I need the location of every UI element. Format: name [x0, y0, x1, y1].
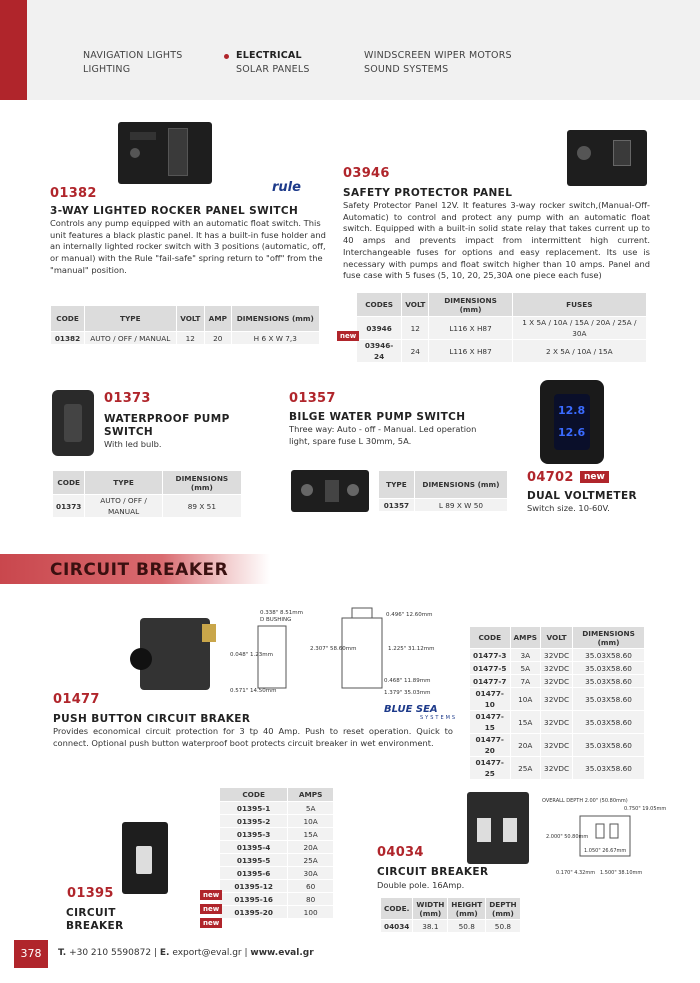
dimension-diagram-04034 [540, 794, 667, 880]
rocker-panel-image [118, 122, 212, 184]
product-code: 01477 [53, 692, 100, 707]
toggle-lever-icon [136, 846, 152, 874]
product-code: 01382 [50, 186, 97, 201]
table-row: 03946 12 L116 X H87 1 X 5A / 10A / 15A / 20A / 25A / 30A [357, 317, 647, 340]
new-badge: new [200, 904, 222, 914]
lever-outline [610, 824, 618, 838]
table-row: 04034 38.1 50.8 50.8 [381, 920, 521, 933]
dim-label: 0.496" 12.60mm [386, 612, 433, 618]
product-code: 04702 [527, 470, 574, 485]
table-row: 01477-5 5A 32VDC 35.03X58.60 [470, 662, 645, 675]
dual-voltmeter-image [540, 380, 604, 464]
label-plate-icon [130, 132, 156, 140]
product-code: 01357 [289, 391, 336, 406]
table-row: 01395-12 60 [220, 880, 334, 893]
table-row: 01395-4 20A [220, 841, 334, 854]
nav-item-electrical[interactable]: ELECTRICAL [236, 50, 302, 61]
rocker-switch-icon [64, 404, 82, 442]
dim-label: 1.225" 31.12mm [388, 646, 435, 652]
dim-label: 1.050" 26.67mm [584, 848, 627, 854]
dim-label: 2.307" 58.60mm [310, 646, 357, 652]
dim-label: 1.500" 38.10mm [600, 870, 643, 876]
blue-sea-logo-sub: SYSTEMS [420, 715, 458, 721]
nav-item-windscreen-wiper-motors[interactable]: WINDSCREEN WIPER MOTORS [364, 50, 512, 61]
product-description: Controls any pump equipped with an automatic float switch. This unit features a black plastic panel. It has a built-in fuse holder and an internally lighted rocker switch with 3 positions (automatic, off, or manual) with the Rule "fail-safe" spring return to "off" from the "manual" position. [50, 218, 326, 275]
waterproof-switch-image [52, 390, 94, 456]
col-volt: VOLT [176, 306, 205, 332]
rocker-switch-icon [325, 480, 339, 502]
separator: | [153, 948, 157, 958]
email-label: E. [159, 948, 170, 958]
product-description: Three way: Auto - off - Manual. Led operation light, spare fuse L 30mm, 5A. [289, 424, 477, 446]
product-description: Double pole. 16Amp. [377, 880, 465, 890]
terminal-icon [202, 624, 216, 642]
dim-label: 0.170" 4.32mm [556, 870, 596, 876]
rocker-switch-icon [613, 140, 631, 166]
table-row: 01395-16 80 [220, 893, 334, 906]
footer-contact [58, 948, 314, 958]
new-badge: new [200, 918, 222, 928]
nav-item-lighting[interactable]: LIGHTING [83, 64, 131, 75]
dimension-diagram-01477 [228, 606, 458, 698]
product-title: 3-WAY LIGHTED ROCKER PANEL SWITCH [50, 205, 299, 217]
dim-label: 0.468" 11.89mm [384, 678, 431, 684]
product-title: CIRCUIT BREAKER [66, 907, 124, 932]
fuse-holder-icon [130, 148, 140, 158]
table-row: 01395-20 100 [220, 906, 334, 919]
dim-label: 0.571" 14.50mm [230, 688, 277, 694]
product-title: BILGE WATER PUMP SWITCH [289, 411, 466, 423]
spec-table-04034: CODE. WIDTH (mm) HEIGHT (mm) DEPTH (mm) 04034 38.1 50.8 50.8 [380, 897, 521, 933]
product-title: CIRCUIT BREAKER [377, 866, 489, 878]
button-outline [352, 608, 372, 618]
phone-label: T. [58, 948, 67, 958]
dim-label: 0.048" 1.23mm [230, 652, 273, 658]
table-row: 01373 AUTO / OFF / MANUAL 89 X 51 [53, 495, 242, 518]
table-row: 01395-5 25A [220, 854, 334, 867]
col-type: TYPE [85, 306, 176, 332]
email-link[interactable]: export@eval.gr [172, 948, 242, 958]
spec-table-01477: CODE AMPS VOLT DIMENSIONS (mm) 01477-3 3A 32VDC 35.03X58.60 01477-5 5A 32VDC 35.03X58.60 01477-7 7A 32VDC 35.03X58.60 01477-10 10A 32VDC 35.03X58.60 01477-15 15A 32VDC 35.03X58.60 01477-20 20A 32VDC 35.03X58.60 01477-25 25A 32VDC 35.03X58.60 [469, 626, 645, 780]
product-title: WATERPROOF PUMP SWITCH [104, 413, 230, 438]
col-dimensions: DIMENSIONS (mm) [231, 306, 319, 332]
product-code: 03946 [343, 166, 390, 181]
phone-number[interactable]: +30 210 5590872 [69, 948, 152, 958]
table-row: 01477-15 15A 32VDC 35.03X58.60 [470, 711, 645, 734]
product-code: 01373 [104, 391, 151, 406]
product-description: Provides economical circuit protection for 3 tp 40 Amp. Push to reset operation. Quick to connect. Optional push button waterproof boot protects circuit breaker in wet environment. [53, 726, 453, 748]
table-row: 03946-24 24 L116 X H87 2 X 5A / 10A / 15A [357, 340, 647, 363]
active-bullet-icon [224, 54, 229, 59]
dim-label: 0.338" 8.51mm [260, 610, 303, 616]
voltage-readout-bottom: 12.6 [558, 426, 586, 439]
spec-table-01373: CODE TYPE DIMENSIONS (mm) 01373 AUTO / OFF / MANUAL 89 X 51 [52, 470, 242, 518]
voltage-readout-top: 12.8 [558, 404, 586, 417]
spec-table-03946: CODES VOLT DIMENSIONS (mm) FUSES 03946 12 L116 X H87 1 X 5A / 10A / 15A / 20A / 25A / 30A 03946-24 24 L116 X H87 2 X 5A / 10A / 15A [356, 292, 647, 363]
push-button-icon [130, 648, 152, 670]
toggle-lever-icon [503, 818, 517, 842]
table-row: 01395-6 30A [220, 867, 334, 880]
safety-panel-image [567, 130, 647, 186]
spec-table-01395: CODE AMPS 01395-1 5A 01395-2 10A 01395-3 15A 01395-4 20A 01395-5 25A 01395-6 30A 01395-12 60 01395-16 80 01395-20 100 [219, 787, 334, 919]
dim-label: 1.379" 35.03mm [384, 690, 431, 696]
product-code: 01395 [67, 886, 114, 901]
table-row: 01477-7 7A 32VDC 35.03X58.60 [470, 675, 645, 688]
rocker-switch-icon [168, 128, 188, 176]
table-row: 01477-25 25A 32VDC 35.03X58.60 [470, 757, 645, 780]
spec-table-01382 [50, 305, 320, 345]
spec-table-01357: TYPE DIMENSIONS (mm) 01357 L 89 X W 50 [378, 470, 508, 512]
dim-label: OVERALL DEPTH 2.00" (50.80mm) [542, 798, 628, 804]
new-badge: new [200, 890, 222, 900]
new-badge: new [580, 471, 609, 483]
fuse-knob-icon [577, 146, 591, 160]
nav-item-sound-systems[interactable]: SOUND SYSTEMS [364, 64, 449, 75]
dim-label: 0.750" 19.05mm [624, 806, 667, 812]
table-row: 01382 AUTO / OFF / MANUAL 12 20 H 6 X W 7,3 [51, 332, 320, 345]
rule-logo: rule [272, 180, 301, 195]
product-code: 04034 [377, 845, 424, 860]
col-code: CODE [51, 306, 85, 332]
product-description: Safety Protector Panel 12V. It features 3-way rocker switch,(Manual-Off-Automatic) to control and protect any pump with an automatic float switch. Equipped with a built-in solid state relay that takes current up to 40 amps and prevents impact from intermittent high current. Interchangeable fuses for options and easy replacement. Its use is necessary with pumps and float switch higher than 10 amps. Panel and fuse case with 5 fuses (5, 10, 20, 25,30A one piece each fuse) [343, 200, 650, 281]
table-row: 01477-20 20A 32VDC 35.03X58.60 [470, 734, 645, 757]
double-pole-breaker-image [467, 792, 529, 864]
circuit-breaker-01395-image [122, 822, 168, 894]
table-row: 01395-1 5A [220, 802, 334, 815]
product-title: SAFETY PROTECTOR PANEL [343, 187, 513, 199]
breaker-outline-front [342, 618, 382, 688]
toggle-lever-icon [477, 818, 491, 842]
product-description: Switch size. 10-60V. [527, 503, 610, 513]
table-row: 01395-3 15A [220, 828, 334, 841]
chapter-tab [0, 0, 27, 100]
website-link[interactable]: www.eval.gr [250, 948, 314, 958]
table-row: 01395-2 10A [220, 815, 334, 828]
bilge-switch-image [291, 470, 369, 512]
fuse-icon [347, 484, 359, 496]
dim-label: D BUSHING [260, 617, 292, 623]
product-title: DUAL VOLTMETER [527, 490, 638, 502]
product-description: With led bulb. [104, 439, 162, 449]
lever-outline [596, 824, 604, 838]
table-row: 01357 L 89 X W 50 [379, 499, 508, 512]
section-title: CIRCUIT BREAKER [50, 560, 229, 580]
knob-icon [301, 484, 313, 496]
table-row: 01477-10 10A 32VDC 35.03X58.60 [470, 688, 645, 711]
dim-label: 2.000" 50.80mm [546, 834, 589, 840]
display-screen [554, 394, 590, 450]
new-badge: new [337, 331, 359, 341]
page-number: 378 [14, 940, 48, 968]
table-row: 01477-3 3A 32VDC 35.03X58.60 [470, 649, 645, 662]
product-title: PUSH BUTTON CIRCUIT BRAKER [53, 713, 251, 725]
push-button-breaker-image [140, 618, 210, 690]
blue-sea-logo: BLUE SEA [384, 704, 438, 715]
nav-item-navigation-lights[interactable]: NAVIGATION LIGHTS [83, 50, 183, 61]
nav-item-solar-panels[interactable]: SOLAR PANELS [236, 64, 310, 75]
col-amp: AMP [205, 306, 232, 332]
separator: | [244, 948, 248, 958]
